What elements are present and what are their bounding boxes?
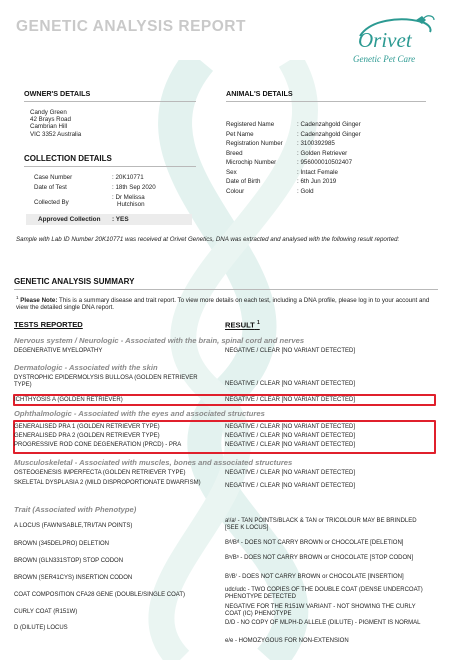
test-name: A LOCUS (FAWN/SABLE,TRI/TAN POINTS) xyxy=(14,523,133,529)
category-heading: Musculoskeletal - Associated with muscles, bones and associated structures xyxy=(14,458,293,467)
test-name: DYSTROPHIC EPIDERMOLYSIS BULLOSA (GOLDEN RETRIEVER TYPE) xyxy=(14,375,198,388)
case-number-value: : 20K10771 xyxy=(112,174,144,181)
intro-text: Sample with Lab ID Number 20K10771 was received at Orivet Genetics, DNA was extracted and analysed with the following result reported: xyxy=(16,236,400,243)
approved-collection-row xyxy=(26,214,192,225)
owner-details-heading: OWNER'S DETAILS xyxy=(24,90,196,102)
category-heading: Ophthalmologic - Associated with the eyes and associated structures xyxy=(14,409,265,418)
test-name: BROWN (SER41CYS) INSERTION CODON xyxy=(14,575,133,581)
summary-heading: GENETIC ANALYSIS SUMMARY xyxy=(14,277,438,290)
date-of-test-value: : 18th Sep 2020 xyxy=(112,184,156,191)
animal-row: Pet Name : Cadenzahgold Ginger xyxy=(226,130,361,138)
test-name: DEGENERATIVE MYELOPATHY xyxy=(14,348,103,354)
test-name: GENERALISED PRA 2 (GOLDEN RETRIEVER TYPE) xyxy=(14,433,160,439)
animal-row: Microchip Number : 956000010502407 xyxy=(226,159,353,166)
logo-name: Orivet xyxy=(358,28,412,52)
test-name: BROWN (345DELPRO) DELETION xyxy=(14,541,110,547)
animal-row: Registration Number : 3100392985 xyxy=(226,140,335,147)
collected-by-value: : Dr Melissa Hutchison xyxy=(112,194,145,208)
owner-street: 42 Brays Road xyxy=(30,116,71,124)
test-name: OSTEOGENESIS IMPERFECTA (GOLDEN RETRIEVER TYPE) xyxy=(14,470,186,476)
test-name: BROWN (GLN331STOP) STOP CODON xyxy=(14,558,124,564)
note-text: This is a summary disease and trait report. To view more details on each test, including a DNA profile, please log in to your account and view the detailed single DNA report. xyxy=(16,297,430,312)
collection-details-heading: COLLECTION DETAILS xyxy=(24,154,196,167)
test-result: NEGATIVE / CLEAR [NO VARIANT DETECTED] xyxy=(225,348,356,354)
owner-name: Candy Green xyxy=(30,109,67,116)
summary-note: $^1$ Please Note: This is a summary disease and trait report. To view more details on each test, including a DNA profile, please log in to your account and view the detailed single DNA report. xyxy=(16,295,430,312)
animal-row: Date of Birth : 6th Jun 2019 xyxy=(226,178,337,185)
test-name: PROGRESSIVE ROD CONE DEGENERATION (PRCD) - PRA xyxy=(14,442,182,448)
test-name: ICHTHYOSIS A (GOLDEN RETRIEVER) xyxy=(14,397,123,403)
test-result: e/e - HOMOZYGOUS FOR NON-EXTENSION xyxy=(225,638,349,644)
test-name: D (DILUTE) LOCUS xyxy=(14,625,68,631)
test-result: NEGATIVE / CLEAR [NO VARIANT DETECTED] xyxy=(225,470,356,476)
animal-row: Colour : Gold xyxy=(226,187,314,195)
owner-suburb: Cambrian Hill xyxy=(30,123,68,131)
test-name: CURLY COAT (R151W) xyxy=(14,609,78,615)
test-result: Bˢ/Bˢ - DOES NOT CARRY BROWN or CHOCOLATE [STOP CODON] xyxy=(225,555,414,561)
tests-reported-header: TESTS REPORTED xyxy=(14,320,83,329)
test-result: NEGATIVE / CLEAR [NO VARIANT DETECTED] xyxy=(225,483,356,489)
category-heading: Dermatologic - Associated with the skin xyxy=(14,363,158,372)
test-name: SKELETAL DYSPLASIA 2 (MILD DISPROPORTIONATE DWARFISM) xyxy=(14,480,201,486)
logo-tagline: Genetic Pet Care xyxy=(353,54,416,64)
test-result: udc/udc - TWO COPIES OF THE DOUBLE COAT (DENSE UNDERCOAT) PHENOTYPE DETECTED xyxy=(225,587,423,600)
test-result: D/D - NO COPY OF MLPH-D ALLELE (DILUTE) - PIGMENT IS NORMAL xyxy=(225,620,421,626)
animal-row: Registered Name : Cadenzahgold Ginger xyxy=(226,121,361,128)
test-result: NEGATIVE / CLEAR [NO VARIANT DETECTED] xyxy=(225,424,356,430)
test-result: aᵗ/aᵗ - TAN POINTS/BLACK & TAN or TRICOLOUR MAY BE BRINDLED [SEE K LOCUS] xyxy=(225,518,417,531)
date-of-test-label: Date of Test xyxy=(34,184,67,191)
test-result: NEGATIVE / CLEAR [NO VARIANT DETECTED] xyxy=(225,381,356,387)
test-name: GENERALISED PRA 1 (GOLDEN RETRIEVER TYPE) xyxy=(14,424,160,430)
date-of-test-row xyxy=(34,184,156,191)
test-name: COAT COMPOSITION CFA28 GENE (DOUBLE/SINGLE COAT) xyxy=(14,592,186,598)
approved-collection-value: : YES xyxy=(112,216,129,223)
note-label: Please Note: xyxy=(20,297,58,305)
test-result: NEGATIVE FOR THE R151W VARIANT - NOT SHOWING THE CURLY COAT (IC) PHENOTYPE xyxy=(225,604,416,617)
collected-by-label: Collected By xyxy=(34,199,69,206)
animal-row: Sex : Intact Female xyxy=(226,168,338,176)
test-result: NEGATIVE / CLEAR [NO VARIANT DETECTED] xyxy=(225,433,356,439)
category-heading: Nervous system / Neurologic - Associated with the brain, spinal cord and nerves xyxy=(14,336,305,345)
case-number-row xyxy=(34,174,144,181)
test-result: NEGATIVE / CLEAR [NO VARIANT DETECTED] xyxy=(225,442,356,448)
category-heading: Trait (Associated with Phenotype) xyxy=(14,505,137,514)
case-number-label: Case Number xyxy=(34,174,73,181)
collected-by-row xyxy=(34,199,112,206)
animal-row: Breed : Golden Retriever xyxy=(226,149,348,157)
test-result: Bⁱ/Bⁱ - DOES NOT CARRY BROWN or CHOCOLATE [INSERTION] xyxy=(225,574,404,580)
animal-details-heading: ANIMAL'S DETAILS xyxy=(226,90,426,102)
result-header: RESULT $^1$ xyxy=(225,320,260,330)
approved-collection-label: Approved Collection xyxy=(38,216,101,223)
report-title: GENETIC ANALYSIS REPORT xyxy=(16,18,246,35)
owner-state: VIC 3352 Australia xyxy=(30,130,82,138)
owner-address xyxy=(30,109,81,138)
test-result: NEGATIVE / CLEAR [NO VARIANT DETECTED] xyxy=(225,397,356,403)
test-result: Bᵈ/Bᵈ - DOES NOT CARRY BROWN or CHOCOLATE [DELETION] xyxy=(225,540,404,546)
